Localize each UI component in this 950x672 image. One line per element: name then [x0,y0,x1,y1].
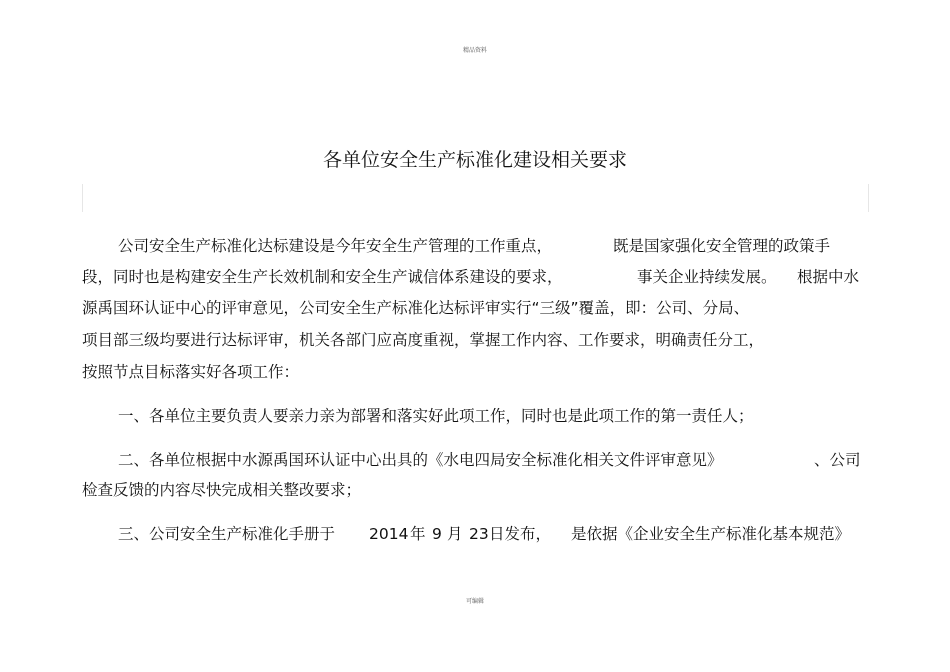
paragraph-1-line-3: 源禹国环认证中心的评审意见，公司安全生产标准化达标评审实行“三级”覆盖，即：公司、分局、 [82,299,750,317]
date-year: 2014 [369,525,409,543]
requirement-item-3 [0,524,950,544]
text-segment: 根据中水 [797,268,860,286]
text-segment: 、公司 [814,451,861,469]
left-margin-line [82,184,83,212]
text-segment: 事关企业持续发展。 [637,268,777,286]
requirement-item-2-line-1 [0,450,950,470]
text-segment: 段，同时也是构建安全生产长效机制和安全生产诚信体系建设的要求， [82,268,563,286]
paragraph-1-line-1 [0,236,950,256]
paragraph-1-line-5: 按照节点目标落实好各项工作： [82,363,300,381]
text-segment: 三、公司安全生产标准化手册于 [118,525,336,543]
paragraph-1-line-4: 项目部三级均要进行达标评审，机关各部门应高度重视，掌握工作内容、工作要求，明确责任分工， [82,331,765,349]
text-segment: 日发布， [489,525,552,543]
page-header-watermark: 精品资料 [462,47,487,54]
right-margin-line [868,184,869,212]
text-segment: 是依据《企业安全生产标准化基本规范》 [571,525,851,543]
date-day: 23 [469,525,489,543]
text-segment: 年 [410,525,426,543]
text-segment: 二、各单位根据中水源禹国环认证中心出具的《水电四局安全标准化相关文件评审意见》 [118,451,723,469]
text-segment: 既是国家强化安全管理的政策手 [613,237,831,255]
text-segment: 月 [447,525,463,543]
document-title: 各单位安全生产标准化建设相关要求 [322,149,627,171]
requirement-item-1: 一、各单位主要负责人要亲力亲为部署和落实好此项工作，同时也是此项工作的第一责任人； [118,407,754,425]
paragraph-1-line-2 [0,267,950,287]
requirement-item-2-line-2: 检查反馈的内容尽快完成相关整改要求； [82,481,362,499]
text-segment: 公司安全生产标准化达标建设是今年安全生产管理的工作重点， [118,237,553,255]
date-month: 9 [432,525,442,543]
page-footer-watermark: 可编辑 [465,598,484,605]
